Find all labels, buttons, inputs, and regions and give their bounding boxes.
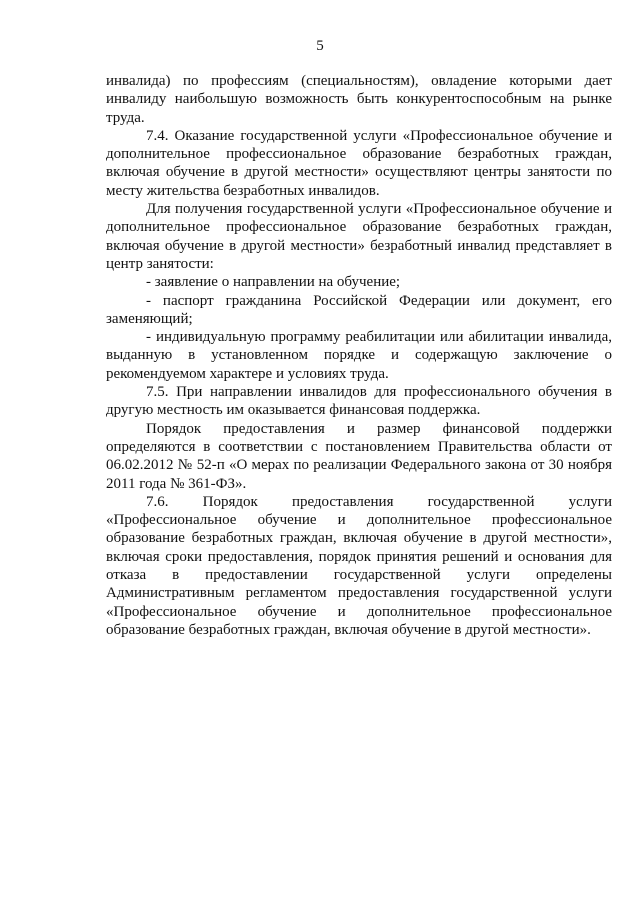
paragraph-7-5: 7.5. При направлении инвалидов для профессионального обучения в другую местность им оказывается финансовая поддержка. [106,384,612,419]
page-number: 5 [316,38,324,54]
list-item-rehab-program: - индивидуальную программу реабилитации или абилитации инвалида, выданную в установленном порядке и содержащую заключение о рекомендуемом характере и условиях труда. [106,329,612,382]
list-item-passport: - паспорт гражданина Российской Федерации или документ, его заменяющий; [106,292,612,327]
list-item-application: - заявление о направлении на обучение; [146,274,401,291]
paragraph-financial-support: Порядок предоставления и размер финансовой поддержки определяются в соответствии с постановлением Правительства области от 06.02.2012 № 52-п «О мерах по реализации Федерального закона от 30 ноября 2011 года № 361-ФЗ». [106,420,612,492]
paragraph-7-6: 7.6. Порядок предоставления государственной услуги «Профессиональное обучение и дополнительное профессиональное образование безработных граждан, включая обучение в другой местности», включая сроки предоставления, порядок принятия решений и основания для отказа в предоставлении государственной услуги определены Административным регламентом предоставления государственной услуги «Профессиональное обучение и дополнительное профессиональное образование безработных граждан, включая обучение в другой местности». [106,493,612,638]
paragraph-documents-intro: Для получения государственной услуги «Профессиональное обучение и дополнительное профессиональное образование безработных граждан, включая обучение в другой местности» безработный инвалид представляет в центр занятости: [106,201,612,272]
paragraph-continuation: инвалида) по профессиям (специальностям), овладение которыми дает инвалиду наибольшую возможность быть конкурентоспособным на рынке труда. [106,73,612,126]
document-body [106,72,612,639]
paragraph-7-4: 7.4. Оказание государственной услуги «Профессиональное обучение и дополнительное профессиональное образование безработных граждан, включая обучение в другой местности» осуществляют центры занятости по месту жительства безработных инвалидов. [106,127,612,199]
